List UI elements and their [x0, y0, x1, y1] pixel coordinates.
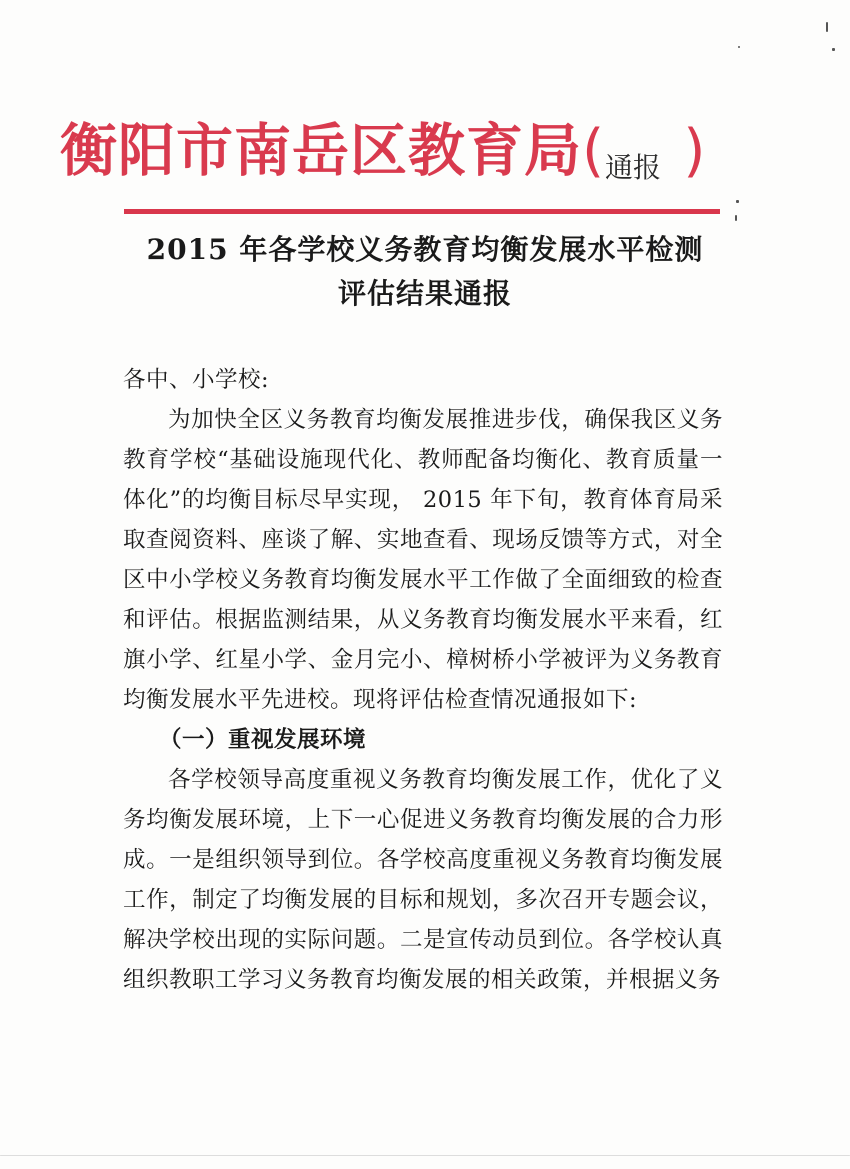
letterhead-paren-open: ( — [582, 118, 606, 184]
document-body — [123, 360, 723, 1000]
scan-edge — [0, 1155, 850, 1156]
handwritten-doc-type: 通报 — [605, 151, 662, 184]
scan-speck — [735, 215, 737, 221]
document-title-line1: 2015 年各学校义务教育均衡发展水平检测 — [146, 233, 704, 266]
body-paragraph-2: 各学校领导高度重视义务教育均衡发展工作，优化了义务均衡发展环境，上下一心促进义务教育均衡发展的合力形成。一是组织领导到位。各学校高度重视义务教育均衡发展工作，制定了均衡发展的目标和规划，多次召开专题会议，解决学校出现的实际问题。二是宣传动员到位。各学校认真组织教职工学习义务教育均衡发展的相关政策，并根据义务 — [123, 767, 723, 993]
letterhead-red-rule — [124, 209, 720, 214]
document-title — [120, 228, 730, 316]
scan-speck — [826, 22, 828, 32]
letterhead-paren-close: ) — [683, 118, 707, 184]
document-title-line2: 评估结果通报 — [337, 277, 512, 310]
scan-speck — [736, 200, 739, 203]
letterhead — [60, 114, 707, 189]
section-heading-1: （一）重视发展环境 — [159, 727, 367, 753]
salutation: 各中、小学校: — [123, 367, 270, 393]
scan-speck — [738, 46, 740, 48]
body-paragraph-1: 为加快全区义务教育均衡发展推进步伐，确保我区义务教育学校“基础设施现代化、教师配备均衡化、教育质量一体化”的均衡目标尽早实现， 2015 年下旬，教育体育局采取查阅资料、座谈了解、实地查看、现场反馈等方式，对全区中小学校义务教育均衡发展水平工作做了全面细致的检查和评估。根据监测结果，从义务教育均衡发展水平来看，红旗小学、红星小学、金月完小、樟树桥小学被评为义务教育均衡发展水平先进校。现将评估检查情况通报如下: — [123, 407, 723, 713]
letterhead-org-name: 衡阳市南岳区教育局 — [60, 118, 582, 184]
scan-speck — [832, 48, 835, 51]
